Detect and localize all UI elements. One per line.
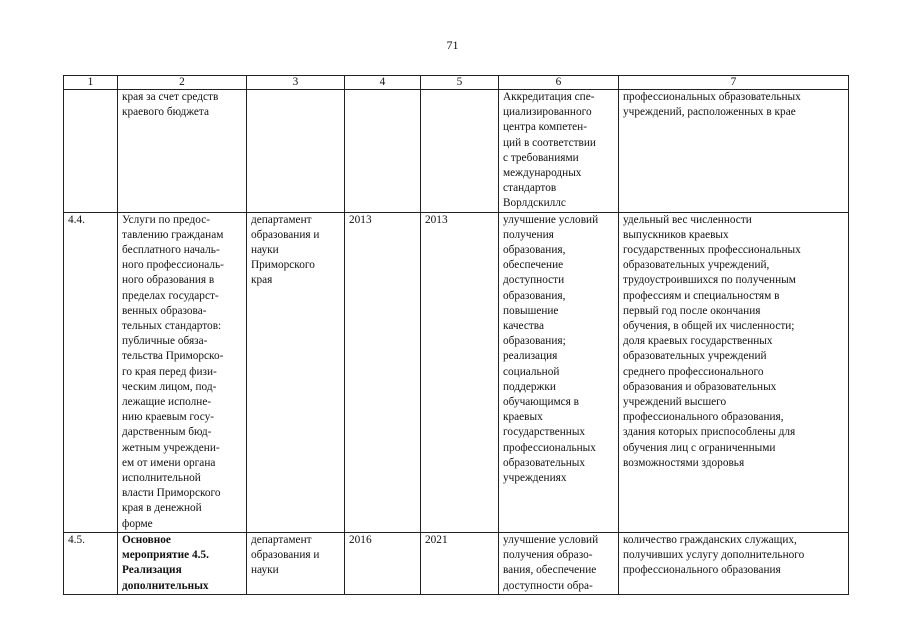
cell-measure: края за счет средств краевого бюджета — [118, 90, 247, 213]
table-row — [64, 90, 849, 213]
cell-end-year: 2021 — [421, 532, 499, 594]
cell-result: улучшение условий получения образования, обеспечение доступности образования, повышение качества образования; реализация социальной поддержки обучающимся в краевых государственных профессиональных образовательных учреждениях — [499, 212, 619, 532]
cell-num: 4.5. — [64, 532, 118, 594]
cell-executor — [247, 90, 345, 213]
cell-result: Аккредитация спе- циализированного центра компетен- ций в соответствии с требованиями международных стандартов Ворлдскиллс — [499, 90, 619, 213]
col-header-4: 4 — [345, 76, 421, 90]
col-header-1: 1 — [64, 76, 118, 90]
cell-end-year: 2013 — [421, 212, 499, 532]
cell-result: улучшение условий получения образо- вания, обеспечение доступности обра- — [499, 532, 619, 594]
cell-indicator: количество гражданских служащих, получивших услугу дополнительного профессионального образования — [619, 532, 849, 594]
header-row — [64, 76, 849, 90]
cell-end-year — [421, 90, 499, 213]
cell-indicator: профессиональных образовательных учреждений, расположенных в крае — [619, 90, 849, 213]
cell-num — [64, 90, 118, 213]
cell-measure: Услуги по предос- тавлению гражданам бесплатного началь- ного профессиональ- ного образования в пределах государст- венных образова- тельных стандартов: публичные обяза- тельства Приморско- го края перед физи- ческим лицом, под- лежащие исполне- нию краевым госу- дарственным бюд- жетным учреждени- ем от имени органа исполнительной власти Приморского края в денежной форме — [118, 212, 247, 532]
page-number: 71 — [446, 38, 459, 52]
col-header-2: 2 — [118, 76, 247, 90]
table-row — [64, 212, 849, 532]
cell-measure: Основное мероприятие 4.5. Реализация дополнительных — [118, 532, 247, 594]
cell-indicator: удельный вес численности выпускников краевых государственных профессиональных образовательных учреждений, трудоустроившихся по полученным профессиям и специальностям в первый год после окончания обучения, в общей их численности; доля краевых государственных образовательных учреждений среднего профессионального образования и образовательных учреждений высшего профессионального образования, здания которых приспособлены для обучения лиц с ограниченными возможностями здоровья — [619, 212, 849, 532]
cell-start-year: 2013 — [345, 212, 421, 532]
cell-start-year: 2016 — [345, 532, 421, 594]
program-table — [63, 75, 849, 595]
cell-executor: департамент образования и науки Приморского края — [247, 212, 345, 532]
cell-start-year — [345, 90, 421, 213]
col-header-5: 5 — [421, 76, 499, 90]
col-header-3: 3 — [247, 76, 345, 90]
col-header-7: 7 — [619, 76, 849, 90]
table-row — [64, 532, 849, 594]
cell-executor: департамент образования и науки — [247, 532, 345, 594]
col-header-6: 6 — [499, 76, 619, 90]
cell-num: 4.4. — [64, 212, 118, 532]
